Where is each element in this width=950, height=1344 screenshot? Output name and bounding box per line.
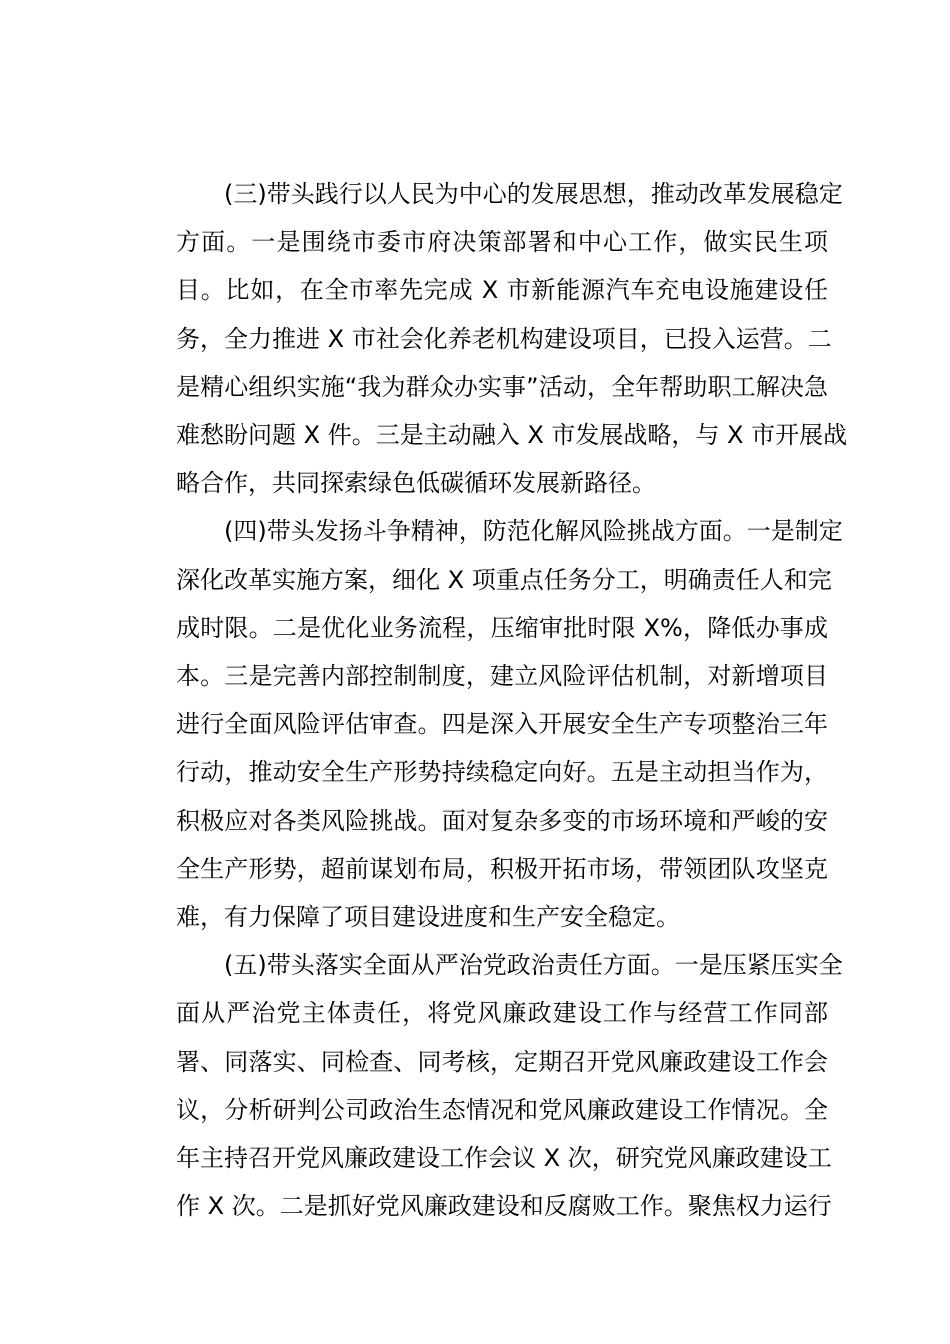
text-line: 进行全面风险评估审查。四是深入开展安全生产专项整治三年: [176, 710, 828, 739]
text-line: 难愁盼问题 X 件。三是主动融入 X 市发展战略，与 X 市开展战: [176, 421, 848, 450]
text-line: (三)带头践行以人民为中心的发展思想，推动改革发展稳定: [224, 180, 843, 208]
paragraph-4: [128, 507, 843, 941]
text-line: 成时限。二是优化业务流程，压缩审批时限 X%，降低办事成: [176, 613, 828, 642]
text-line: (五)带头落实全面从严治党政治责任方面。一是压紧压实全: [224, 951, 843, 980]
text-line: 积极应对各类风险挑战。面对复杂多变的市场环境和严峻的安: [176, 806, 828, 835]
text-line: 本。三是完善内部控制制度，建立风险评估机制，对新增项目: [176, 662, 828, 691]
text-line: 难，有力保障了项目建设进度和生产安全稳定。: [176, 903, 680, 932]
document-body: [128, 170, 848, 1230]
text-line: 务，全力推进 X 市社会化养老机构建设项目，已投入运营。二: [176, 324, 832, 353]
paragraph-5: [128, 941, 843, 1230]
text-line: (四)带头发扬斗争精神，防范化解风险挑战方面。一是制定: [224, 517, 843, 546]
text-line: 目。比如，在全市率先完成 X 市新能源汽车充电设施建设任: [176, 276, 828, 305]
text-line: 署、同落实、同检查、同考核，定期召开党风廉政建设工作会: [176, 1047, 828, 1076]
text-line: 方面。一是围绕市委市府决策部署和中心工作，做实民生项: [176, 228, 828, 257]
text-line: 深化改革实施方案，细化 X 项重点任务分工，明确责任人和完: [176, 565, 832, 594]
text-line: 略合作，共同探索绿色低碳循环发展新路径。: [176, 469, 656, 498]
text-line: 作 X 次。二是抓好党风廉政建设和反腐败工作。聚焦权力运行: [176, 1192, 832, 1221]
text-line: 议，分析研判公司政治生态情况和党风廉政建设工作情况。全: [176, 1095, 828, 1124]
text-line: 全生产形势，超前谋划布局，积极开拓市场，带领团队攻坚克: [176, 854, 828, 883]
text-line: 面从严治党主体责任，将党风廉政建设工作与经营工作同部: [176, 999, 828, 1028]
text-line: 行动，推动安全生产形势持续稳定向好。五是主动担当作为，: [176, 758, 828, 787]
text-line: 是精心组织实施“我为群众办实事”活动，全年帮助职工解决急: [176, 372, 828, 401]
paragraph-3: [128, 170, 848, 507]
text-line: 年主持召开党风廉政建设工作会议 X 次，研究党风廉政建设工: [176, 1144, 832, 1173]
